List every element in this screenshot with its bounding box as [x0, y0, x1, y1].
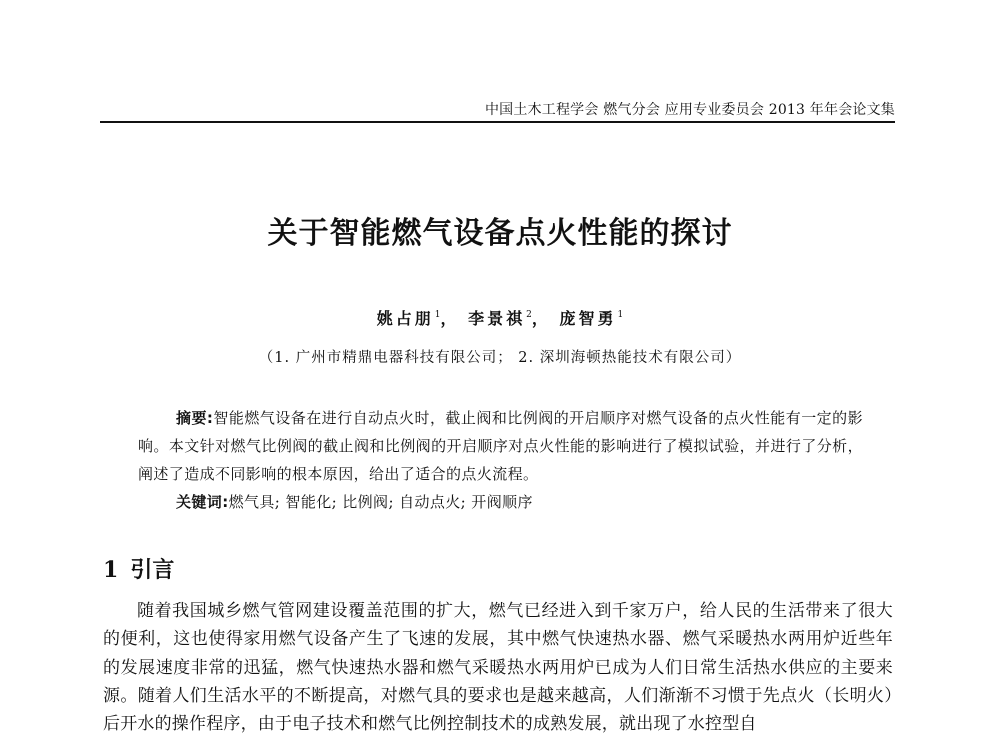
author-separator: ， — [440, 309, 460, 328]
running-header: 中国土木工程学会 燃气分会 应用专业委员会 2013 年年会论文集 — [484, 102, 895, 118]
author-affiliation-mark: 1 — [617, 310, 624, 320]
author-name: 李景祺 — [468, 309, 526, 328]
keywords-label: 关键词: — [176, 493, 229, 511]
abstract-text: 智能燃气设备在进行自动点火时，截止阀和比例阀的开启顺序对燃气设备的点火性能有一定的影响。本文针对燃气比例阀的截止阀和比例阀的开启顺序对点火性能的影响进行了模拟试验，并进行了分析，阐述了造成不同影响的根本原因，给出了适合的点火流程。 — [138, 409, 863, 483]
author-list — [0, 306, 1000, 329]
author-affiliation-mark: 1 — [434, 310, 441, 320]
keywords — [176, 488, 533, 516]
keywords-text: 燃气具; 智能化; 比例阀; 自动点火; 开阀顺序 — [228, 493, 533, 511]
paper-title: 关于智能燃气设备点火性能的探讨 — [267, 216, 733, 251]
author-affiliation-mark: 2 — [526, 310, 532, 320]
affiliations: （1. 广州市精鼎电器科技有限公司； 2. 深圳海顿热能技术有限公司） — [258, 350, 742, 366]
author-separator: ， — [531, 309, 551, 328]
abstract-label: 摘要: — [176, 409, 214, 427]
body-paragraph: 随着我国城乡燃气管网建设覆盖范围的扩大，燃气已经进入到千家万户，给人民的生活带来了很大的便利，这也使得家用燃气设备产生了飞速的发展，其中燃气快速热水器、燃气采暖热水两用炉近些年的发展速度非常的迅猛，燃气快速热水器和燃气采暖热水两用炉已成为人们日常生活热水供应的主要来源。随着人们生活水平的不断提高，对燃气具的要求也是越来越高，人们渐渐不习惯于先点火（长明火）后开水的操作程序，由于电子技术和燃气比例控制技术的成熟发展，就出现了水控型自 — [103, 601, 893, 735]
section-heading — [103, 553, 174, 584]
author-name: 庞智勇 — [559, 309, 617, 328]
author-name: 姚占朋 — [376, 309, 434, 328]
abstract — [138, 404, 863, 488]
header-rule — [100, 121, 895, 123]
section-title: 引言 — [130, 558, 175, 583]
section-number: 1 — [103, 557, 119, 583]
